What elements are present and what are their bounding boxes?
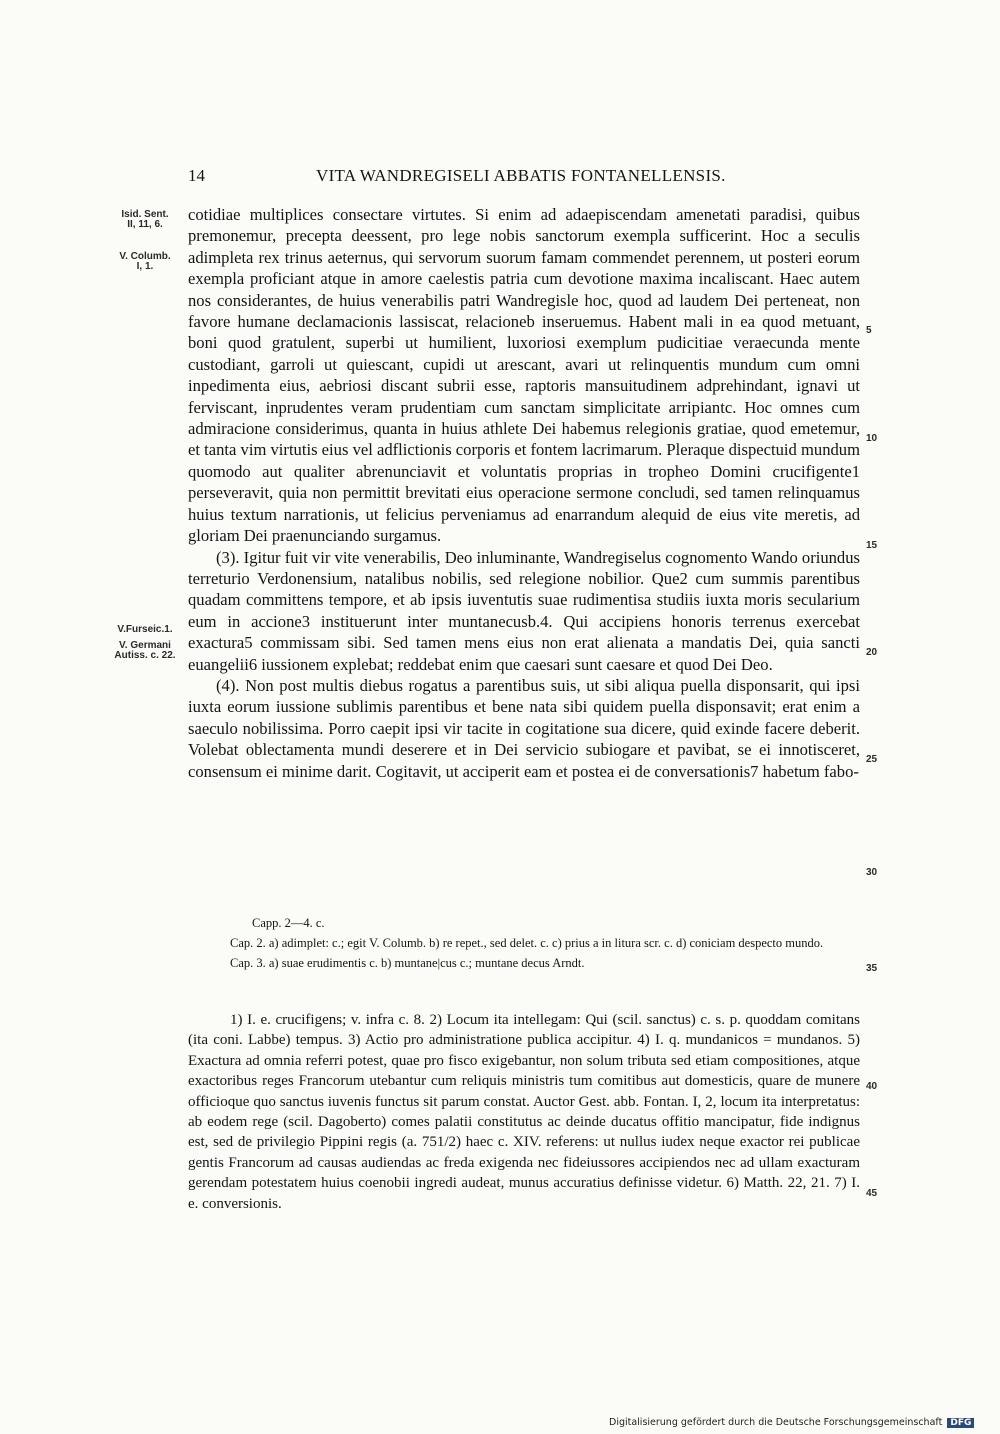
running-header	[188, 166, 860, 188]
margin-ref: Autiss. c. 22.	[114, 650, 176, 661]
credit-text: Digitalisierung gefördert durch die Deutsche Forschungsgemeinschaft	[609, 1417, 943, 1428]
line-number: 5	[866, 325, 872, 336]
digitization-credit	[609, 1417, 974, 1428]
line-number: 10	[866, 433, 878, 444]
apparatus-entry: Cap. 2. a) adimplet: c.; egit V. Columb. b) re repet., sed delet. c. c) prius a in litura scr. c. d) coniciam despecto mundo.	[230, 936, 824, 950]
critical-apparatus	[188, 913, 860, 973]
main-text	[188, 204, 860, 782]
margin-ref: V.Furseic.1.	[117, 624, 173, 635]
margin-ref: I, 1.	[136, 261, 154, 272]
line-number: 25	[866, 754, 878, 765]
margin-ref: V. Germani	[119, 640, 171, 651]
footnote-text: 1) I. e. crucifigens; v. infra c. 8. 2) Locum ita intellegam: Qui (scil. sanctus) c. s. p. quoddam comitans (ita coni. Labbe) tempus. 3) Actio pro administratione publica accipitur. 4) I. q. mundanicos = mundanos. 5) Exactura ad omnia referri potest, quae pro fisco exigebantur, non solum tributa sed etiam compositiones, atque exactoribus reges Francorum utebantur cum reliquis ministris tum comitibus aut domesticis, quare de munere officioque quo sanctus iuvenis functus sit parum constat. Auctor Gest. abb. Fontan. I, 2, locum ita interpretatus: ab eodem rege (scil. Dagoberto) comes palatii constitutus ac deinde ducatus offitio mancipatur, fide indignus est, sed de privilegio Pippini regis (a. 751/2) haec c. XIV. referens: ut nullus iudex neque exactor rei publicae gentis Francorum ad causas audiendas ac freda exigenda nec fideiussores accipiendos nec ad ullam exacturam gerendam potestatem huius coenobii ingredi audeat, munus accuratius definisse videtur. 6) Matth. 22, 21. 7) I. e. conversionis.	[188, 1012, 860, 1212]
paragraph: (3). Igitur fuit vir vite venerabilis, Deo inluminante, Wandregiselus cognomento Wando oriundus terreturio Verdonensium, natalibus nobilis, sed relegione nobilior. Que2 cum summis parentibus quadam committens tempore, et ab ipsis iuventutis suae rudimentisa studiis iuxta moris secularium eum in accione3 instituerunt inter muntanecusb.4. Qui accipiens honoris terrenus exercebat exactura5 commissam sibi. Sed tamen mens eius non erat alienata a mandatis Dei, quia sancti euangelii6 iussionem explebat; reddebat enim que caesari sunt caesare et quod Dei Deo.	[188, 547, 860, 674]
line-number: 20	[866, 647, 878, 658]
line-number: 35	[866, 963, 878, 974]
apparatus-heading: Capp. 2—4. c.	[252, 916, 325, 930]
line-number: 40	[866, 1081, 878, 1092]
page-number: 14	[188, 166, 205, 185]
line-number: 15	[866, 540, 878, 551]
line-number: 45	[866, 1188, 878, 1199]
running-title: VITA WANDREGISELI ABBATIS FONTANELLENSIS.	[316, 166, 726, 185]
paragraph: (4). Non post multis diebus rogatus a parentibus suis, ut sibi aliqua puella disponsarit, qui ipsi iuxta eorum iussione sublimis parentibus et bene nata sibi quidem puella disponsavit; erat enim a saeculo nobilissima. Porro caepit ipsi vir tacite in cogitatione sua dicere, quid exinde facere deberit. Volebat oblectamenta mundi deserere et in Dei servicio subiogare et pavibat, se ei innotisceret, consensum ei minime darit. Cogitavit, ut acciperit eam et postea ei de conversationis7 habetum fabo-	[188, 675, 860, 781]
margin-ref: Isid. Sent.	[121, 209, 169, 220]
paragraph: cotidiae multiplices consectare virtutes. Si enim ad adaepiscendam amenetati paradisi, quibus premonemur, precepta deessent, pro lege nobis sanctorum exempla sufficerint. Hoc a seculis adimpleta rex trinus aeternus, qui servorum suorum famam commendet perennem, ut posteri eorum exempla proficiant atque in amore caelestis patria cum devotione maxima incaliscant. Haec autem nos considerantes, de huius venerabilis patri Wandregisle hoc, quod ad laudem Dei perteneat, non favore humane declamacionis lassiscat, relacioneb inseruemus. Habent mali in ea quod metuant, boni quod gratulent, superbi ut humilient, luxoriosi exemplum pudicitiae veraecunda mente custodiant, garroli ut quiescant, cupidi ut arescant, avari ut relinquentis mundum cum omni inpedimenta eius, aebriosi discant subrii esse, raptoris mansuitudinem adprehindant, ignavi ut ferviscant, inprudentes veram prudentiam cum sanctam simplicitate arripiantc. Hoc omnes cum admiracione considerimus, quanta in huius athlete Dei habemus relegionis gratiae, quod emetemur, et tanta vim virtutis eius vel adflictionis corporis et fontem lacrimarum. Pleraque dispectuid mundum quomodo aut qualiter abrenunciavit et voluntatis proprias in tropheo Domini crucifigente1 perseveravit, quia non permittit brevitati eius operacione sermone concludi, sed tamen relinquamus huius textum narrationis, ut felicius perveniamus ad enarrandum alequid de eius vite meretis, ad gloriam Dei praenunciando surgamus.	[188, 205, 860, 546]
margin-ref: II, 11, 6.	[127, 219, 163, 230]
footnotes	[188, 1010, 860, 1214]
line-number: 30	[866, 867, 878, 878]
apparatus-entry: Cap. 3. a) suae erudimentis c. b) muntane|cus c.; muntane decus Arndt.	[230, 956, 585, 970]
margin-ref: V. Columb.	[119, 251, 171, 262]
dfg-logo: DFG	[947, 1418, 974, 1428]
